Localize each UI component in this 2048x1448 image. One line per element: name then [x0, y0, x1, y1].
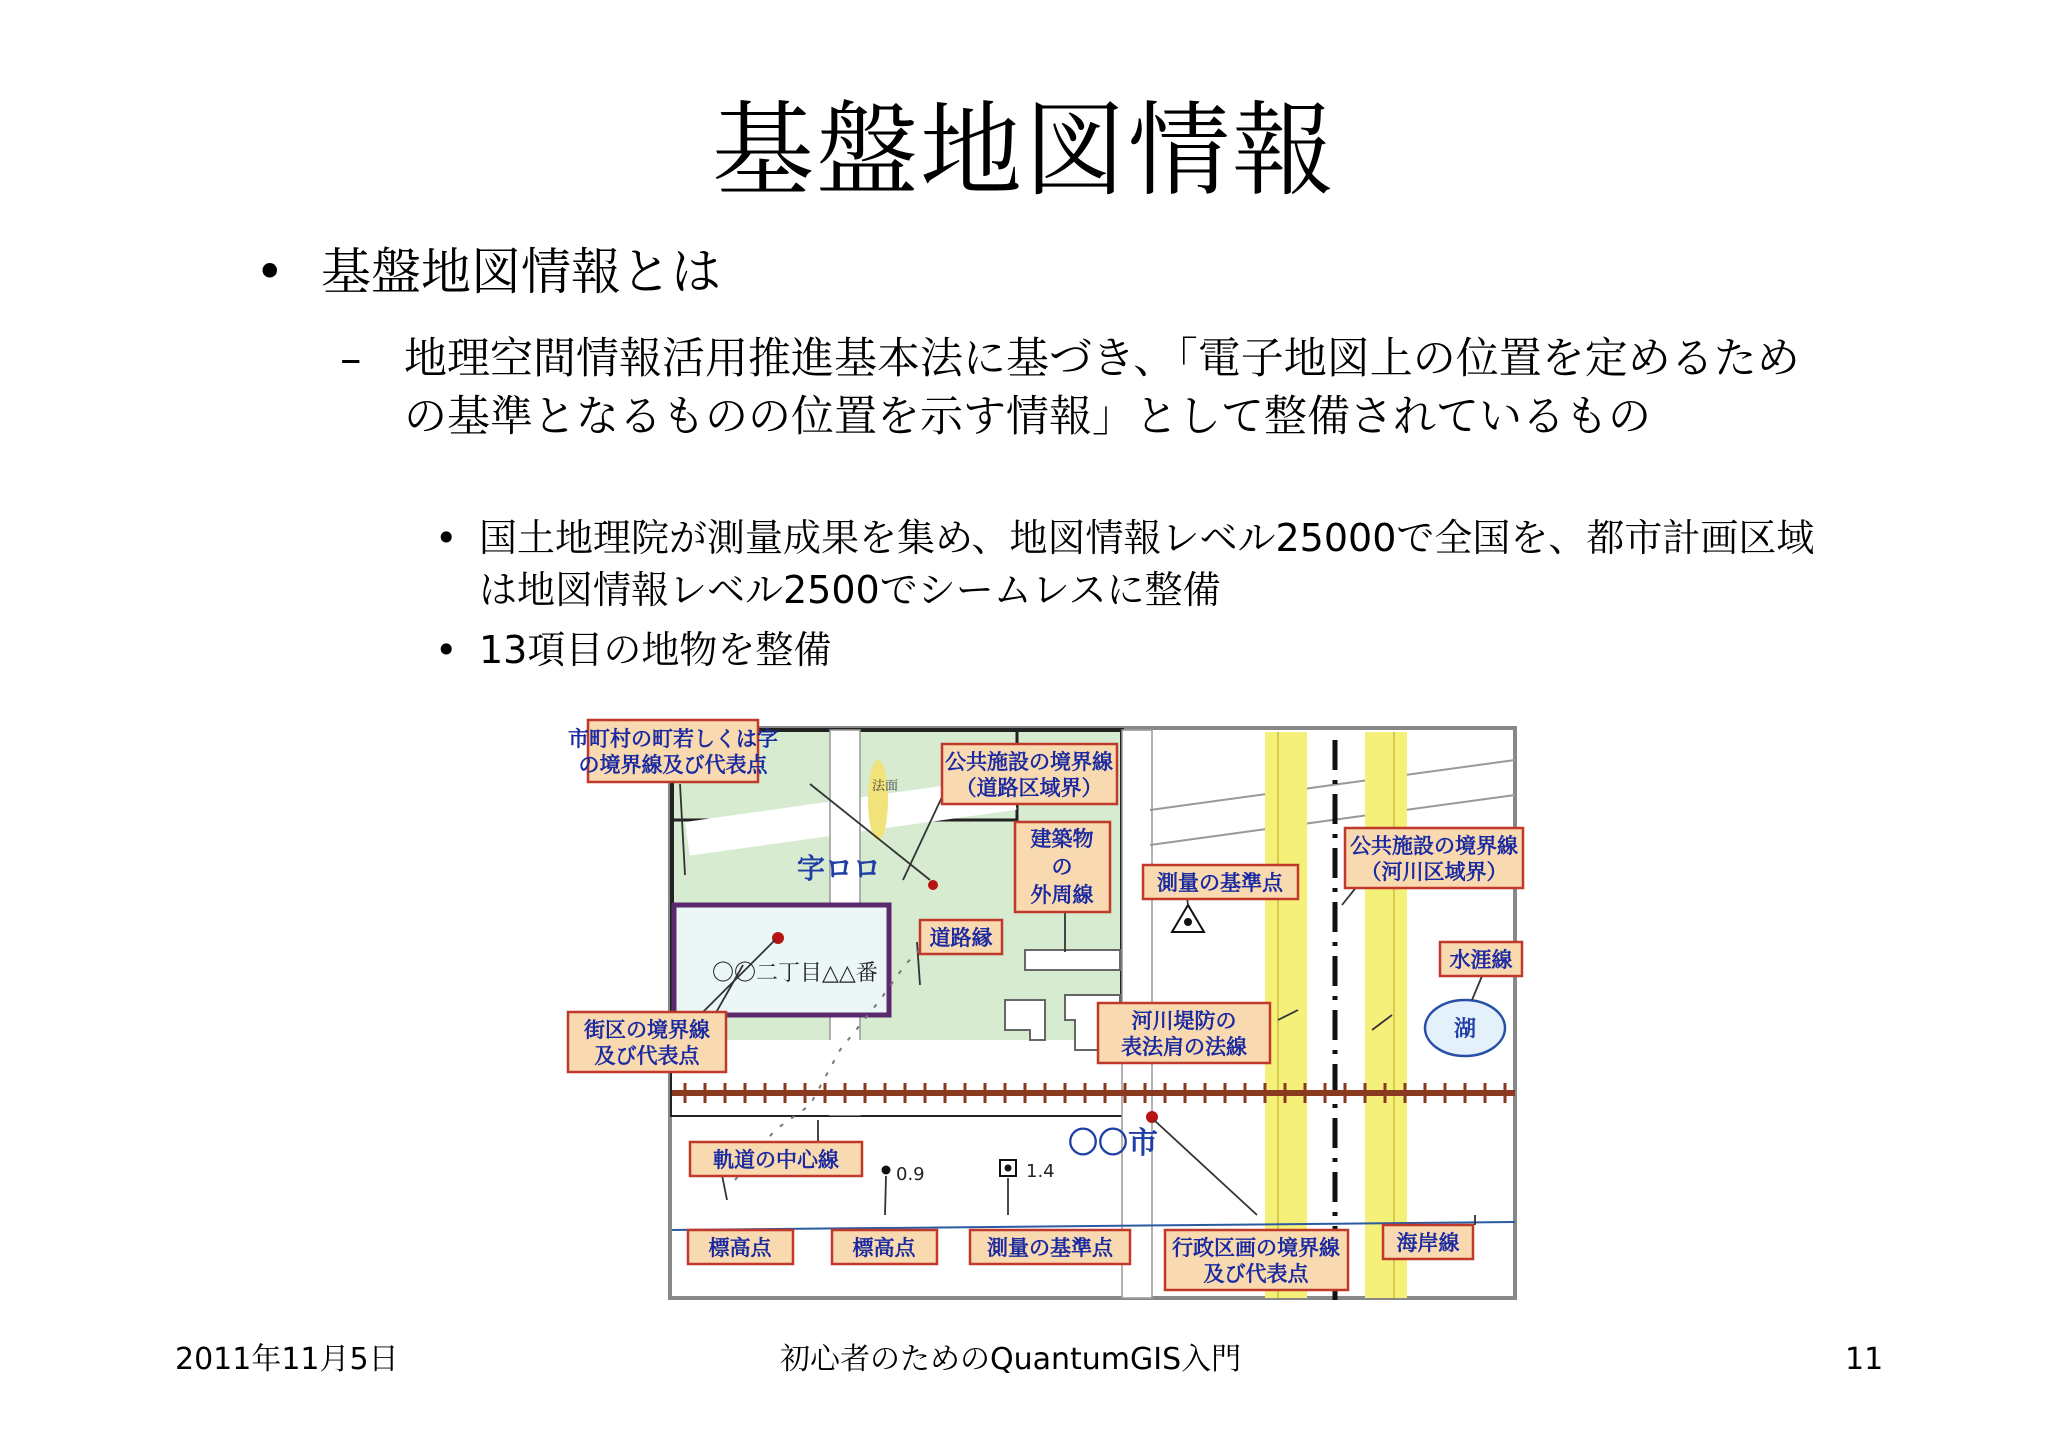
base-map-diagram — [560, 710, 1530, 1310]
label-admin-boundary-line1: 行政区画の境界線 — [1172, 1236, 1340, 1260]
map-svg — [560, 710, 1530, 1310]
city-name: 〇〇市 — [1068, 1126, 1158, 1161]
footer-title: 初心者のためのQuantumGIS入門 — [780, 1342, 1242, 1377]
footer-date: 2011年11月5日 — [175, 1342, 399, 1377]
elevation-point-1 — [882, 1166, 891, 1175]
label-building-line3: 外周線 — [1030, 883, 1094, 907]
bullet-dot-icon: • — [255, 243, 285, 301]
label-admin-boundary-line2: 及び代表点 — [1203, 1262, 1309, 1286]
sub1-text: 地理空間情報活用推進基本法に基づき、「電子地図上の位置を定めるための基準となるものの位置を示す情報」として整備されているもの — [404, 334, 1800, 442]
label-levee-line1: 河川堤防の — [1131, 1009, 1237, 1033]
bullet1-text: 基盤地図情報とは — [321, 243, 721, 301]
label-elevation-1-text: 標高点 — [708, 1236, 772, 1260]
subsub2-text: 13項目の地物を整備 — [479, 628, 832, 672]
label-water-line-text: 水涯線 — [1449, 948, 1513, 972]
building-1 — [1025, 950, 1120, 970]
label-levee-line2: 表法肩の法線 — [1121, 1035, 1247, 1059]
label-town-boundary-line2: の境界線及び代表点 — [578, 753, 768, 777]
footer-page-number: 11 — [1845, 1342, 1884, 1377]
slope-label: 法面 — [872, 779, 899, 794]
label-block-line2: 及び代表点 — [594, 1044, 700, 1068]
label-public-road-line2: （道路区域界） — [955, 776, 1103, 800]
levee-right — [1365, 732, 1407, 1298]
survey-point-center — [1005, 1165, 1012, 1172]
elevation-value-1: 0.9 — [896, 1164, 925, 1185]
label-coastline-text: 海岸線 — [1396, 1231, 1460, 1255]
label-public-river-line2: （河川区域界） — [1360, 860, 1508, 884]
small-bullet-icon: • — [435, 516, 458, 560]
survey-triangle-center — [1184, 918, 1192, 926]
label-block-line1: 街区の境界線 — [584, 1018, 710, 1042]
label-public-river-line1: 公共施設の境界線 — [1350, 834, 1518, 858]
elevation-value-2: 1.4 — [1026, 1161, 1055, 1182]
road-bottom — [672, 1040, 1122, 1115]
label-public-road-line1: 公共施設の境界線 — [945, 750, 1113, 774]
label-rail-center-text: 軌道の中心線 — [713, 1148, 839, 1172]
label-survey-point-bottom-text: 測量の基準点 — [987, 1236, 1113, 1260]
block-address-text: 〇〇二丁目△△番 — [712, 961, 878, 986]
label-elevation-2-text: 標高点 — [852, 1236, 916, 1260]
slide-title: 基盤地図情報 — [712, 92, 1336, 211]
small-bullet-icon: • — [435, 628, 458, 672]
block-polygon — [674, 905, 889, 1015]
subsub1-text: 国土地理院が測量成果を集め、地図情報レベル25000で全国を、都市計画区域は地図情報レベル2500でシームレスに整備 — [479, 516, 1815, 612]
label-town-boundary-line1: 市町村の町若しくは字 — [568, 727, 778, 751]
aza-name: 字ロロ — [797, 852, 882, 885]
slope-shape — [868, 760, 888, 840]
label-building-line1: 建築物 — [1030, 827, 1094, 851]
dash-icon: – — [340, 334, 362, 384]
label-road-edge-text: 道路縁 — [929, 926, 993, 950]
lake-name: 湖 — [1453, 1017, 1477, 1042]
label-building-line2: の — [1051, 855, 1073, 879]
aza-rep-point — [928, 880, 938, 890]
label-survey-point-top-text: 測量の基準点 — [1157, 871, 1283, 895]
